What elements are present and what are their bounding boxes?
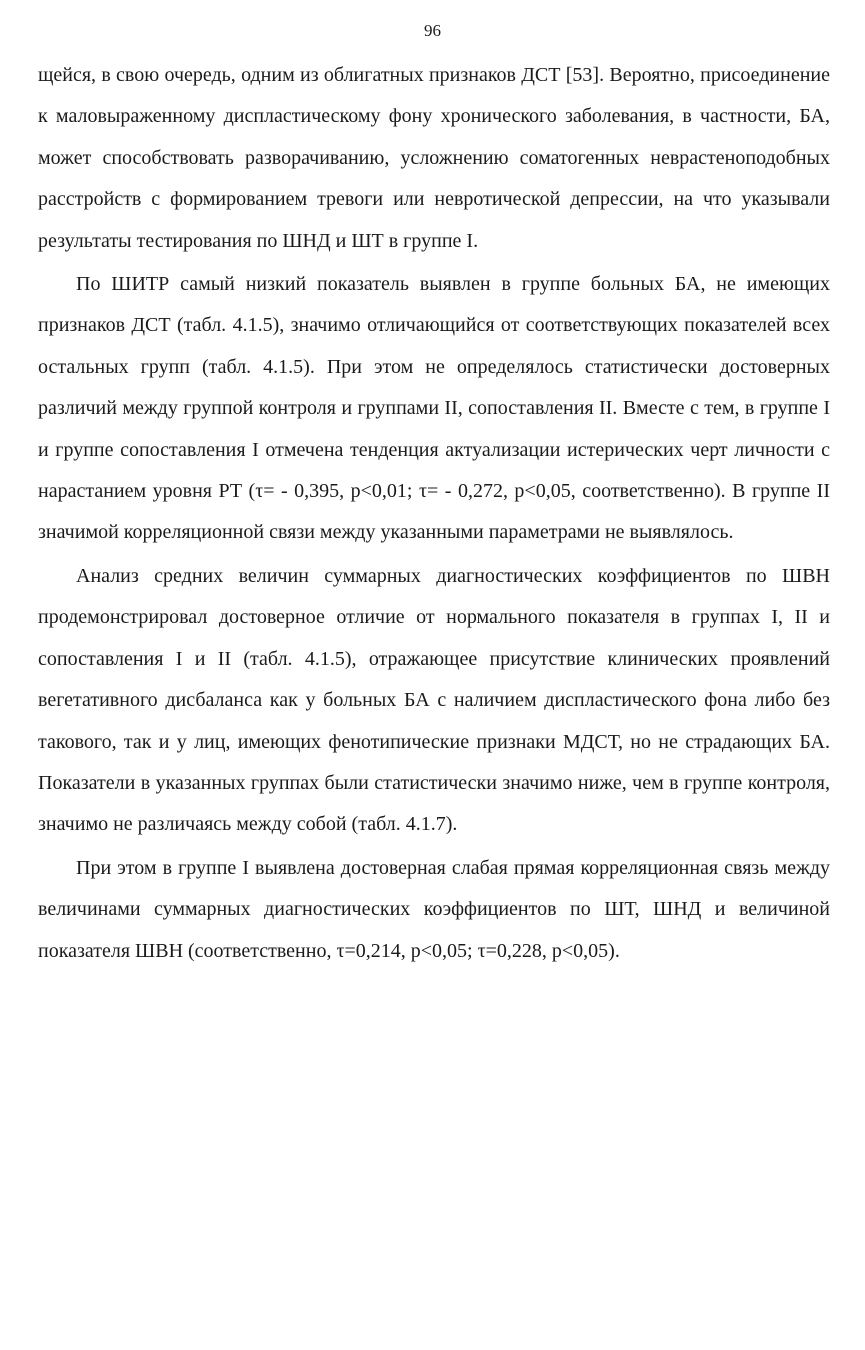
paragraph-shvn-analysis: Анализ средних величин суммарных диагностических коэффициентов по ШВН продемонстрировал достоверное отличие от нормального показателя в группах I, II и сопоставления I и II (табл. 4.1.5), отражающее присутствие клинических проявлений вегетативного дисбаланса как у больных БА с наличием диспластического фона либо без такового, так и у лиц, имеющих фенотипические признаки МДСТ, но не страдающих БА. Показатели в указанных группах были статистически значимо ниже, чем в группе контроля, значимо не различаясь между собой (табл. 4.1.7).: [38, 564, 830, 836]
body-text: [38, 55, 830, 972]
paragraph-continuation: щейся, в свою очередь, одним из облигатных признаков ДСТ [53]. Вероятно, присоединение к маловыраженному диспластическому фону хронического заболевания, в частности, БА, может способствовать разворачиванию, усложнению соматогенных неврастеноподобных расстройств с формированием тревоги или невротической депрессии, на что указывали результаты тестирования по ШНД и ШТ в группе I.: [38, 64, 830, 252]
paragraph-shitr-results: По ШИТР самый низкий показатель выявлен в группе больных БА, не имеющих признаков ДСТ (табл. 4.1.5), значимо отличающийся от соответствующих показателей всех остальных групп (табл. 4.1.5). При этом не определялось статистически достоверных различий между группой контроля и группами II, сопоставления II. Вместе с тем, в группе I и группе сопоставления I отмечена тенденция актуализации истерических черт личности с нарастанием уровня РТ (τ= - 0,395, p<0,01; τ= - 0,272, p<0,05, соответственно). В группе II значимой корреляционной связи между указанными параметрами не выявлялось.: [38, 273, 830, 544]
paragraph-correlation: При этом в группе I выявлена достоверная слабая прямая корреляционная связь между величинами суммарных диагностических коэффициентов по ШТ, ШНД и величиной показателя ШВН (соответственно, τ=0,214, p<0,05; τ=0,228, p<0,05).: [38, 856, 830, 962]
page-number: 96: [424, 21, 441, 40]
